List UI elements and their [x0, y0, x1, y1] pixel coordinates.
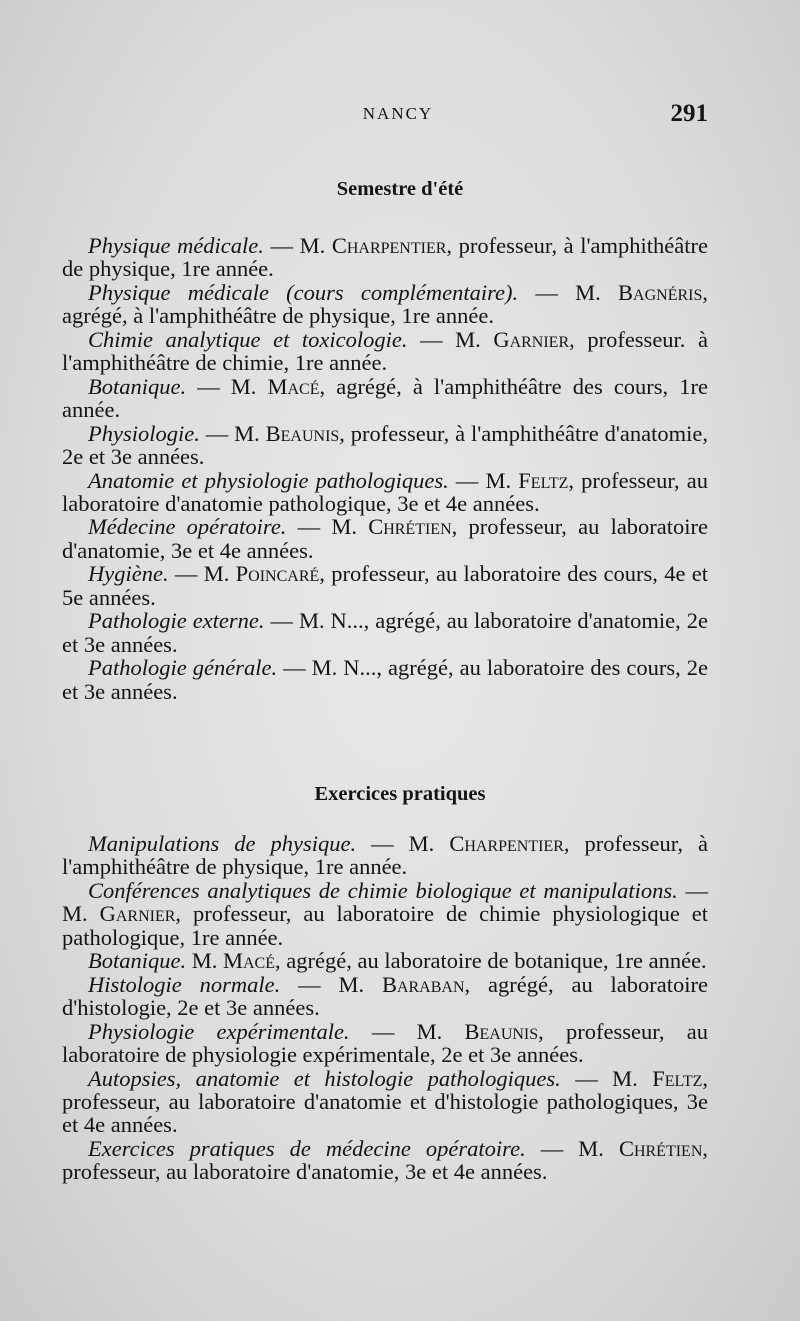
entry-separator: — M.	[518, 279, 619, 305]
course-entry	[62, 281, 708, 328]
entry-details: , professeur, au laboratoire de physiologie expérimentale, 2e et 3e années.	[62, 1018, 708, 1068]
entry-separator: — M.	[199, 420, 266, 446]
entry-separator: — M.	[277, 655, 344, 681]
course-subject: Hygiène.	[88, 561, 169, 587]
entry-separator: — M.	[286, 514, 369, 540]
section-body-exercices-pratiques	[62, 832, 708, 1184]
instructor-name: Feltz	[518, 467, 569, 493]
instructor-name: N...	[330, 608, 364, 634]
course-entry	[62, 515, 708, 562]
entry-separator: — M.	[168, 561, 236, 587]
entry-separator: — M.	[280, 971, 382, 997]
section-title-semestre-ete: Semestre d'été	[336, 178, 464, 200]
instructor-name: Poincaré	[235, 561, 320, 587]
course-entry	[62, 656, 708, 703]
course-entry	[62, 1020, 708, 1067]
page-header	[88, 100, 708, 134]
entry-separator: — M.	[264, 608, 331, 634]
instructor-name: Macé	[223, 948, 276, 974]
instructor-name: Bagnéris	[618, 279, 703, 305]
entry-separator: — M.	[525, 1135, 619, 1161]
entry-details: , professeur, à l'amphithéâtre d'anatomie, 2e et 3e années.	[62, 420, 708, 470]
entry-details: , professeur, au laboratoire d'anatomie, 3e et 4e années.	[62, 514, 709, 563]
course-subject: Manipulations de physique.	[88, 831, 357, 856]
entry-separator: — M.	[263, 233, 332, 258]
entry-details: , professeur, à l'amphithéâtre de physique, 1re année.	[62, 233, 708, 282]
running-title: NANCY	[362, 104, 434, 123]
course-entry	[62, 328, 708, 375]
entry-details: , professeur. à l'amphithéâtre de chimie, 1re année.	[62, 326, 708, 376]
entry-separator: — M.	[407, 326, 494, 352]
entry-separator: M.	[186, 948, 223, 974]
entry-separator: — M.	[62, 877, 708, 927]
course-subject: Conférences analytiques de chimie biologique et manipulations.	[88, 877, 678, 903]
course-entry	[62, 949, 708, 972]
page-number: 291	[670, 100, 708, 127]
course-subject: Exercices pratiques de médecine opératoire.	[88, 1135, 526, 1161]
entry-separator: — M.	[349, 1018, 465, 1044]
entry-details: , professeur, au laboratoire de chimie physiologique et pathologique, 1re année.	[62, 901, 708, 950]
instructor-name: Garnier	[493, 326, 570, 352]
entry-separator: — M.	[186, 373, 268, 399]
entry-separator: — M.	[448, 467, 519, 493]
course-entry	[62, 562, 708, 609]
instructor-name: Charpentier	[331, 233, 447, 258]
course-entry	[62, 973, 708, 1020]
course-subject: Histologie normale.	[88, 971, 281, 997]
instructor-name: Chrétien	[368, 514, 452, 540]
course-entry	[62, 1067, 708, 1137]
entry-details: , agrégé, à l'amphithéâtre des cours, 1re année.	[62, 373, 708, 423]
course-subject: Pathologie externe.	[88, 608, 265, 634]
course-subject: Physique médicale.	[88, 233, 264, 258]
course-subject: Autopsies, anatomie et histologie pathologiques.	[88, 1065, 561, 1091]
course-entry	[62, 422, 708, 469]
section-title-exercices-pratiques: Exercices pratiques	[314, 783, 486, 805]
course-subject: Botanique.	[88, 373, 187, 399]
entry-details: , agrégé, au laboratoire de botanique, 1re année.	[275, 948, 707, 974]
course-entry	[62, 469, 708, 516]
entry-details: , professeur, au laboratoire d'anatomie, 3e et 4e années.	[62, 1135, 708, 1185]
course-entry	[62, 375, 708, 422]
entry-details: , agrégé, à l'amphithéâtre de physique, 1re année.	[62, 279, 708, 329]
entry-details: , agrégé, au laboratoire d'histologie, 2e et 3e années.	[62, 971, 708, 1021]
entry-details: , professeur, au laboratoire des cours, 4e et 5e années.	[62, 561, 709, 610]
course-subject: Anatomie et physiologie pathologiques.	[88, 467, 449, 493]
instructor-name: Macé	[267, 373, 320, 399]
instructor-name: N...	[343, 655, 377, 681]
course-subject: Chimie analytique et toxicologie.	[88, 326, 408, 352]
entry-details: , professeur, au laboratoire d'anatomie pathologique, 3e et 4e années.	[62, 467, 708, 516]
instructor-name: Charpentier	[449, 831, 564, 856]
course-entry	[62, 832, 708, 879]
course-subject: Physiologie expérimentale.	[88, 1018, 350, 1044]
course-entry	[62, 234, 708, 281]
instructor-name: Chrétien	[618, 1135, 703, 1161]
course-subject: Pathologie générale.	[88, 655, 278, 681]
course-entry	[62, 1137, 708, 1184]
entry-details: , agrégé, au laboratoire d'anatomie, 2e et 3e années.	[62, 608, 708, 657]
entry-separator: — M.	[356, 831, 450, 856]
course-subject: Médecine opératoire.	[88, 514, 287, 540]
entry-details: , professeur, au laboratoire d'anatomie et d'histologie pathologiques, 3e et 4e années.	[62, 1065, 709, 1138]
course-subject: Physiologie.	[88, 420, 200, 446]
entry-details: , professeur, à l'amphithéâtre de physique, 1re année.	[62, 831, 708, 880]
instructor-name: Beaunis	[265, 420, 340, 446]
section-body-semestre-ete	[62, 234, 708, 703]
course-entry	[62, 879, 708, 949]
instructor-name: Baraban	[381, 971, 465, 997]
entry-separator: — M.	[560, 1065, 653, 1091]
instructor-name: Feltz	[652, 1065, 703, 1091]
course-subject: Physique médicale (cours complémentaire).	[88, 279, 519, 305]
instructor-name: Beaunis	[464, 1018, 539, 1044]
course-entry	[62, 609, 708, 656]
entry-details: , agrégé, au laboratoire des cours, 2e et 3e années.	[62, 655, 708, 704]
instructor-name: Garnier	[99, 901, 176, 927]
course-subject: Botanique.	[88, 948, 187, 974]
